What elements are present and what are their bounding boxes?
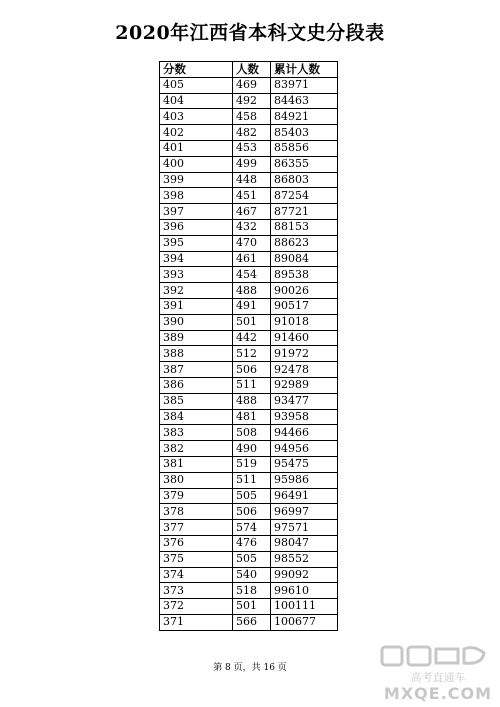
table-row (160, 488, 338, 504)
table-row (160, 298, 338, 314)
cell-cumulative: 91972 (271, 346, 338, 362)
cell-count: 491 (233, 298, 271, 314)
cell-score: 384 (160, 409, 233, 425)
cell-score: 375 (160, 551, 233, 567)
cell-score: 396 (160, 219, 233, 235)
watermark-logo (378, 643, 496, 703)
cell-count: 469 (233, 77, 271, 93)
cell-count: 442 (233, 330, 271, 346)
table-row (160, 172, 338, 188)
cell-count: 467 (233, 204, 271, 220)
cell-count: 481 (233, 409, 271, 425)
watermark-emblem-icon (378, 643, 496, 703)
table-row (160, 125, 338, 141)
cell-score: 388 (160, 346, 233, 362)
table-row (160, 425, 338, 441)
cell-count: 512 (233, 346, 271, 362)
table-row (160, 583, 338, 599)
cell-score: 398 (160, 188, 233, 204)
cell-cumulative: 92989 (271, 377, 338, 393)
cell-score: 395 (160, 235, 233, 251)
table-row (160, 235, 338, 251)
cell-count: 518 (233, 583, 271, 599)
cell-score: 373 (160, 583, 233, 599)
cell-cumulative: 98047 (271, 535, 338, 551)
cell-score: 376 (160, 535, 233, 551)
cell-cumulative: 86803 (271, 172, 338, 188)
cell-count: 499 (233, 156, 271, 172)
cell-count: 511 (233, 377, 271, 393)
cell-cumulative: 89084 (271, 251, 338, 267)
cell-score: 393 (160, 267, 233, 283)
cell-count: 448 (233, 172, 271, 188)
cell-cumulative: 89538 (271, 267, 338, 283)
cell-score: 374 (160, 567, 233, 583)
table-row (160, 156, 338, 172)
table-row (160, 504, 338, 520)
cell-cumulative: 91460 (271, 330, 338, 346)
cell-count: 470 (233, 235, 271, 251)
cell-count: 490 (233, 441, 271, 457)
cell-score: 385 (160, 393, 233, 409)
cell-cumulative: 96491 (271, 488, 338, 504)
cell-cumulative: 100111 (271, 599, 338, 615)
table-row (160, 362, 338, 378)
table-row (160, 314, 338, 330)
cell-score: 387 (160, 362, 233, 378)
cell-cumulative: 93477 (271, 393, 338, 409)
table-row (160, 393, 338, 409)
cell-score: 399 (160, 172, 233, 188)
table-row (160, 520, 338, 536)
cell-cumulative: 94956 (271, 441, 338, 457)
cell-cumulative: 84463 (271, 93, 338, 109)
cell-score: 380 (160, 472, 233, 488)
cell-cumulative: 95475 (271, 456, 338, 472)
cell-score: 390 (160, 314, 233, 330)
cell-count: 505 (233, 488, 271, 504)
cell-score: 386 (160, 377, 233, 393)
table-row (160, 599, 338, 615)
table-row (160, 377, 338, 393)
table-row (160, 330, 338, 346)
cell-count: 488 (233, 393, 271, 409)
table-row (160, 283, 338, 299)
cell-score: 400 (160, 156, 233, 172)
table-row (160, 109, 338, 125)
cell-cumulative: 88153 (271, 219, 338, 235)
score-distribution-table (159, 61, 338, 631)
cell-cumulative: 93958 (271, 409, 338, 425)
cell-score: 381 (160, 456, 233, 472)
cell-cumulative: 86355 (271, 156, 338, 172)
table-row (160, 140, 338, 156)
cell-score: 377 (160, 520, 233, 536)
cell-score: 403 (160, 109, 233, 125)
column-header-cumulative: 累计人数 (271, 62, 338, 78)
cell-count: 492 (233, 93, 271, 109)
cell-cumulative: 84921 (271, 109, 338, 125)
cell-count: 501 (233, 314, 271, 330)
table-row (160, 93, 338, 109)
cell-count: 432 (233, 219, 271, 235)
cell-cumulative: 83971 (271, 77, 338, 93)
cell-score: 378 (160, 504, 233, 520)
cell-cumulative: 100677 (271, 614, 338, 630)
cell-cumulative: 87721 (271, 204, 338, 220)
table-row (160, 204, 338, 220)
cell-cumulative: 92478 (271, 362, 338, 378)
cell-count: 461 (233, 251, 271, 267)
cell-cumulative: 85403 (271, 125, 338, 141)
table-row (160, 441, 338, 457)
cell-cumulative: 85856 (271, 140, 338, 156)
column-header-count: 人数 (233, 62, 271, 78)
cell-count: 482 (233, 125, 271, 141)
cell-score: 389 (160, 330, 233, 346)
cell-score: 402 (160, 125, 233, 141)
table-row (160, 535, 338, 551)
cell-score: 391 (160, 298, 233, 314)
column-header-score: 分数 (160, 62, 233, 78)
cell-score: 404 (160, 93, 233, 109)
cell-count: 511 (233, 472, 271, 488)
cell-cumulative: 90517 (271, 298, 338, 314)
cell-score: 392 (160, 283, 233, 299)
table-row (160, 614, 338, 630)
cell-count: 454 (233, 267, 271, 283)
cell-score: 401 (160, 140, 233, 156)
page-footer: 第 8 页，共 16 页 (213, 663, 287, 673)
cell-score: 397 (160, 204, 233, 220)
cell-count: 458 (233, 109, 271, 125)
table-row (160, 346, 338, 362)
watermark-caption: 高考直通车 (410, 671, 466, 684)
table-row (160, 551, 338, 567)
cell-score: 383 (160, 425, 233, 441)
cell-cumulative: 98552 (271, 551, 338, 567)
cell-cumulative: 99092 (271, 567, 338, 583)
cell-cumulative: 95986 (271, 472, 338, 488)
cell-cumulative: 94466 (271, 425, 338, 441)
cell-score: 405 (160, 77, 233, 93)
cell-score: 372 (160, 599, 233, 615)
cell-count: 506 (233, 362, 271, 378)
cell-cumulative: 90026 (271, 283, 338, 299)
cell-cumulative: 91018 (271, 314, 338, 330)
table-row (160, 77, 338, 93)
cell-count: 453 (233, 140, 271, 156)
table-row (160, 409, 338, 425)
cell-cumulative: 96997 (271, 504, 338, 520)
cell-cumulative: 97571 (271, 520, 338, 536)
table-header-row (160, 62, 338, 78)
table-body (160, 77, 338, 630)
cell-count: 506 (233, 504, 271, 520)
cell-score: 371 (160, 614, 233, 630)
table-row (160, 472, 338, 488)
cell-cumulative: 88623 (271, 235, 338, 251)
table-row (160, 267, 338, 283)
cell-count: 540 (233, 567, 271, 583)
cell-score: 379 (160, 488, 233, 504)
cell-count: 519 (233, 456, 271, 472)
cell-count: 505 (233, 551, 271, 567)
cell-cumulative: 99610 (271, 583, 338, 599)
table-row (160, 251, 338, 267)
table-row (160, 567, 338, 583)
cell-count: 574 (233, 520, 271, 536)
cell-count: 451 (233, 188, 271, 204)
table-row (160, 188, 338, 204)
cell-cumulative: 87254 (271, 188, 338, 204)
cell-count: 566 (233, 614, 271, 630)
cell-score: 382 (160, 441, 233, 457)
cell-count: 508 (233, 425, 271, 441)
cell-count: 476 (233, 535, 271, 551)
table-row (160, 219, 338, 235)
table-row (160, 456, 338, 472)
page-title: 2020年江西省本科文史分段表 (115, 22, 385, 44)
cell-score: 394 (160, 251, 233, 267)
watermark-domain: MXQE.COM (383, 684, 493, 703)
cell-count: 501 (233, 599, 271, 615)
cell-count: 488 (233, 283, 271, 299)
